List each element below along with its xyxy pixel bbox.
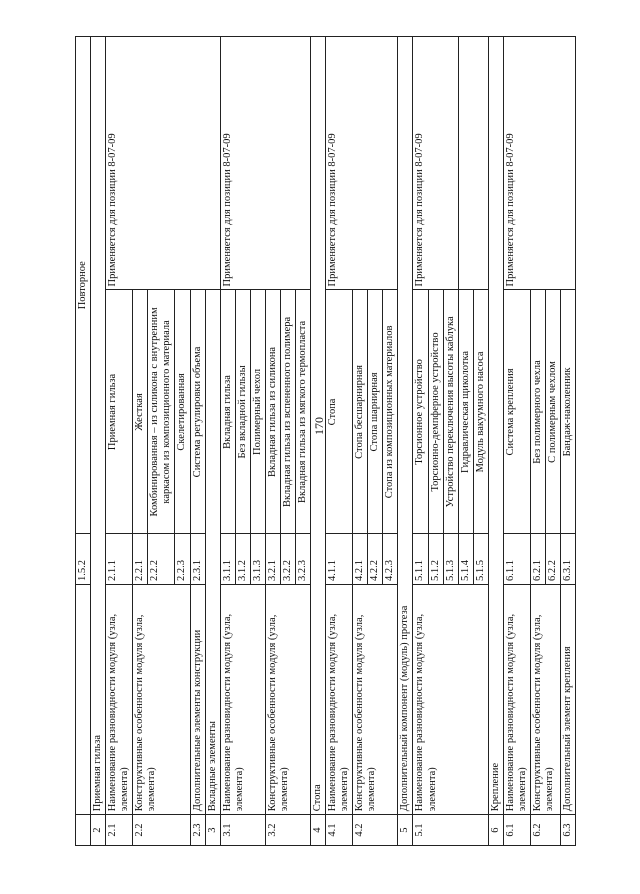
item-code: 2.3.1: [190, 534, 205, 585]
item-text: Устройство переключения высоты каблука: [443, 290, 458, 534]
note-cell: Применяется для позиции 8-07-09: [326, 37, 398, 290]
section-title: Конструктивные особенности модуля (узла, элемента): [530, 585, 560, 815]
section-title: Наименование разновидности модуля (узла, элемента): [106, 585, 133, 815]
section-title: Дополнительный компонент (модуль) протеза: [398, 37, 413, 815]
table-row: [76, 37, 91, 846]
item-text: Вкладная гильза из мягкого термопласта: [295, 290, 310, 534]
section-number: 3.1: [220, 815, 265, 846]
item-text: Стопа бесшарнирная: [353, 290, 368, 534]
section-title: Крепление: [488, 37, 503, 815]
note-cell: Применяется для позиции 8-07-09: [220, 37, 310, 290]
item-text: Стопа из композиционных материалов: [383, 290, 398, 534]
section-number: 2.3: [190, 815, 205, 846]
item-code: 4.2.2: [368, 534, 383, 585]
item-code: 6.2.1: [530, 534, 545, 585]
item-code: 5.1.3: [443, 534, 458, 585]
rotated-table-container: [75, 26, 595, 846]
item-text: Полимерный чехол: [250, 290, 265, 534]
table-row: [398, 37, 413, 846]
section-title: [76, 585, 91, 815]
item-text: Система регулировки объема: [190, 290, 205, 534]
item-text: Вкладная гильза из силикона: [265, 290, 280, 534]
item-text: С полимерным чехлом: [546, 290, 561, 534]
section-title: Наименование разновидности модуля (узла, элемента): [326, 585, 353, 815]
section-number: 5.1: [413, 815, 488, 846]
section-number: 5: [398, 815, 413, 846]
item-code: 2.2.1: [133, 534, 148, 585]
table-row: [413, 37, 428, 846]
table-row: [503, 37, 530, 846]
note-cell: Применяется для позиции 8-07-09: [503, 37, 575, 290]
item-code: 3.2.2: [280, 534, 295, 585]
item-code: 6.3.1: [561, 534, 576, 585]
item-code: 4.1.1: [326, 534, 353, 585]
item-code: 3.1.2: [235, 534, 250, 585]
table-row: [91, 37, 106, 846]
table-row: [311, 37, 326, 846]
section-title: Конструктивные особенности модуля (узла, элемента): [133, 585, 190, 815]
item-text: Модуль вакуумного насоса: [473, 290, 488, 534]
item-text: Без полимерного чехла: [530, 290, 545, 534]
item-code: 3.2.3: [295, 534, 310, 585]
item-text: Бандаж-наколенник: [561, 290, 576, 534]
item-code: 3.1.1: [220, 534, 235, 585]
section-title: Вкладные элементы: [205, 290, 220, 815]
section-number: 4.2: [353, 815, 398, 846]
classification-table: [75, 36, 576, 846]
section-number: 2.2: [133, 815, 190, 846]
item-code: 3.1.3: [250, 534, 265, 585]
item-text: Торсионно-демпферное устройство: [428, 290, 443, 534]
item-code: 2.1.1: [106, 534, 133, 585]
section-number: 4.1: [326, 815, 353, 846]
section-number: 6: [488, 815, 503, 846]
item-text: Комбинированная – из силикона с внутренним каркасом из композиционного материала: [148, 290, 175, 534]
item-text: Скелетированная: [175, 290, 190, 534]
page-number: 170: [312, 417, 326, 435]
section-number: 6.3: [561, 815, 576, 846]
header-label: Повторное: [76, 37, 91, 534]
item-text: Торсионное устройство: [413, 290, 428, 534]
section-title: Наименование разновидности модуля (узла, элемента): [503, 585, 530, 815]
item-code: 5.1.5: [473, 534, 488, 585]
item-text: Жесткая: [133, 290, 148, 534]
section-number: 2.1: [106, 815, 133, 846]
item-text: Гидравлическая щиколотка: [458, 290, 473, 534]
section-title: Дополнительный элемент крепления: [561, 585, 576, 815]
section-number: [76, 815, 91, 846]
item-code: 4.2.3: [383, 534, 398, 585]
item-code: 2.2.3: [175, 534, 190, 585]
section-number: 3.2: [265, 815, 310, 846]
item-text: Система крепления: [503, 290, 530, 534]
note-cell: Применяется для позиции 8-07-09: [413, 37, 458, 290]
item-code: 6.2.2: [546, 534, 561, 585]
item-code: 5.1.2: [428, 534, 443, 585]
section-title: Дополнительные элементы конструкции: [190, 585, 205, 815]
section-title: Стопа: [311, 37, 326, 815]
item-code: 5.1.4: [458, 534, 473, 585]
item-code: 2.2.2: [148, 534, 175, 585]
item-text: Приемная гильза: [106, 290, 133, 534]
note-cell: Применяется для позиции 8-07-09: [106, 37, 221, 290]
item-code: 5.1.1: [413, 534, 428, 585]
section-title: Наименование разновидности модуля (узла, элемента): [413, 585, 488, 815]
table-row: [220, 37, 235, 846]
section-number: 4: [311, 815, 326, 846]
item-code: 1.5.2: [76, 534, 91, 585]
note-cell-empty: [458, 37, 488, 290]
item-text: Стопа шарнирная: [368, 290, 383, 534]
section-title: Наименование разновидности модуля (узла, элемента): [220, 585, 265, 815]
table-row: [106, 37, 133, 846]
section-number: 6.2: [530, 815, 560, 846]
item-text: Стопа: [326, 290, 353, 534]
item-text: Вкладная гильза из вспененного полимера: [280, 290, 295, 534]
section-number: 3: [205, 815, 220, 846]
item-code: 6.1.1: [503, 534, 530, 585]
table-row: [488, 37, 503, 846]
section-number: 6.1: [503, 815, 530, 846]
item-code: 4.2.1: [353, 534, 368, 585]
section-title: Конструктивные особенности модуля (узла, элемента): [353, 585, 398, 815]
item-code: 3.2.1: [265, 534, 280, 585]
table-row: [326, 37, 353, 846]
item-text: Без вкладной гильзы: [235, 290, 250, 534]
section-number: 2: [91, 815, 106, 846]
item-text: Вкладная гильза: [220, 290, 235, 534]
section-title: Приемная гильза: [91, 37, 106, 815]
section-title: Конструктивные особенности модуля (узла, элемента): [265, 585, 310, 815]
